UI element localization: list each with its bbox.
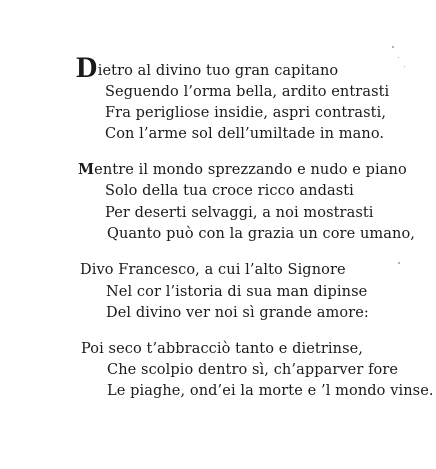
verse-line: Del divino ver noi sì grande amore: xyxy=(106,305,369,321)
verse-text: entre il mondo sprezzando e nudo e piano xyxy=(94,162,407,178)
verse-line: Poi seco t’abbracciò tanto e dietrinse, xyxy=(81,341,363,357)
verse-line: Divo Francesco, a cui l’alto Signore xyxy=(80,262,346,278)
verse-line: Solo della tua croce ricco andasti xyxy=(105,183,354,199)
verse-text: ietro al divino tuo gran capitano xyxy=(97,63,339,79)
drop-cap-initial: D xyxy=(76,51,98,84)
verse-line: Quanto può con la grazia un core umano, xyxy=(107,226,415,242)
verse-line: Con l’arme sol dell’umiltade in mano. xyxy=(105,126,385,142)
verse-line xyxy=(78,161,407,179)
verse-line: Per deserti selvaggi, a noi mostrasti xyxy=(105,205,374,221)
verse-line: Seguendo l’orma bella, ardito entrasti xyxy=(105,84,390,100)
paper-speck xyxy=(404,66,405,67)
verse-line: Nel cor l’istoria di sua man dipinse xyxy=(106,284,368,300)
verse-line xyxy=(76,51,339,84)
stanza-initial: M xyxy=(78,161,95,178)
paper-speck xyxy=(398,262,400,264)
verse-line: Fra perigliose insidie, aspri contrasti, xyxy=(105,105,387,121)
paper-speck xyxy=(398,57,399,58)
verse-line: Che scolpio dentro sì, ch’apparver fore xyxy=(107,362,399,378)
verse-line: Le piaghe, ond’ei la morte e ’l mondo vinse. xyxy=(107,383,434,399)
paper-speck xyxy=(392,46,394,48)
